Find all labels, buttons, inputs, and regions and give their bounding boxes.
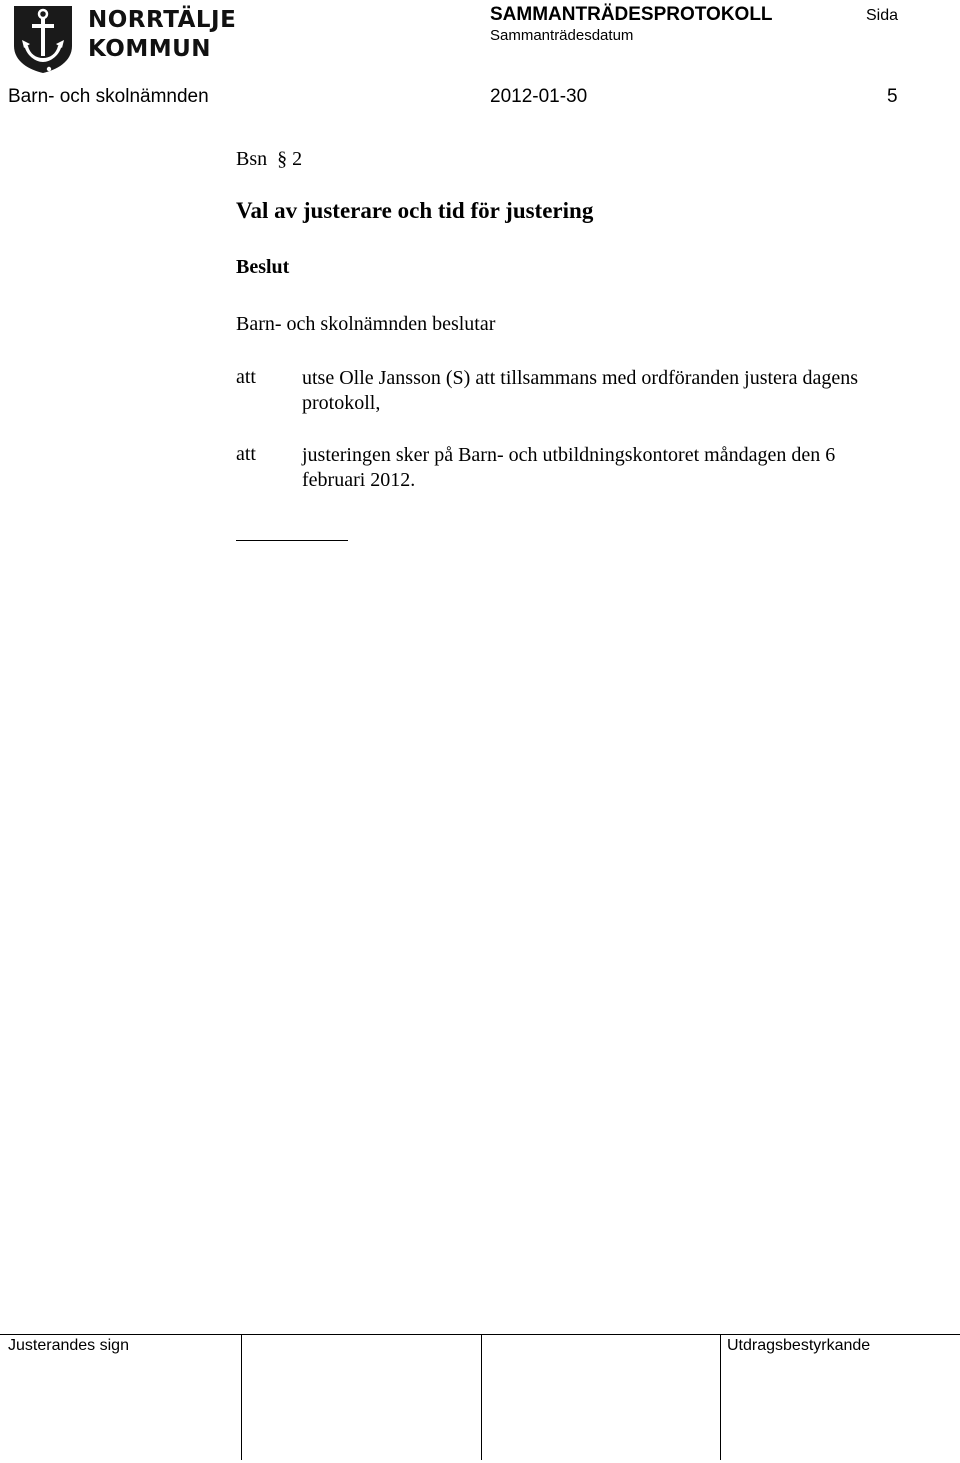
organization-name bbox=[88, 6, 236, 64]
decision-intro: Barn- och skolnämnden beslutar bbox=[236, 313, 496, 335]
footer-column-divider bbox=[241, 1334, 242, 1460]
section-heading: Val av justerare och tid för justering bbox=[236, 198, 594, 223]
extract-certification-label: Utdragsbestyrkande bbox=[727, 1337, 871, 1354]
decision-item-marker: att bbox=[236, 366, 256, 388]
page-number: 5 bbox=[887, 86, 898, 107]
coat-of-arms-logo bbox=[12, 4, 74, 74]
decision-heading: Beslut bbox=[236, 256, 290, 278]
footer-divider bbox=[0, 1334, 960, 1335]
meeting-date: 2012-01-30 bbox=[490, 86, 588, 107]
logo-dot-icon bbox=[47, 67, 51, 71]
paragraph-reference: Bsn § 2 bbox=[236, 148, 303, 170]
organization-name-line2: KOMMUN bbox=[88, 36, 212, 62]
decision-item-marker: att bbox=[236, 443, 256, 465]
committee-name: Barn- och skolnämnden bbox=[8, 86, 209, 107]
section-end-divider bbox=[236, 540, 348, 541]
footer-column-divider bbox=[720, 1334, 721, 1460]
document-title: SAMMANTRÄDESPROTOKOLL bbox=[490, 4, 773, 25]
adjuster-signature-label: Justerandes sign bbox=[8, 1337, 129, 1354]
page-label: Sida bbox=[866, 7, 899, 24]
organization-name-line1: NORRTÄLJE bbox=[88, 7, 237, 33]
document-subtitle: Sammanträdesdatum bbox=[490, 27, 634, 44]
decision-item-text: justeringen sker på Barn- och utbildningskontoret måndagen den 6 februari 2012. bbox=[302, 444, 836, 491]
footer-column-divider bbox=[481, 1334, 482, 1460]
decision-item-text: utse Olle Jansson (S) att tillsammans med ordföranden justera dagens protokoll, bbox=[302, 367, 858, 414]
